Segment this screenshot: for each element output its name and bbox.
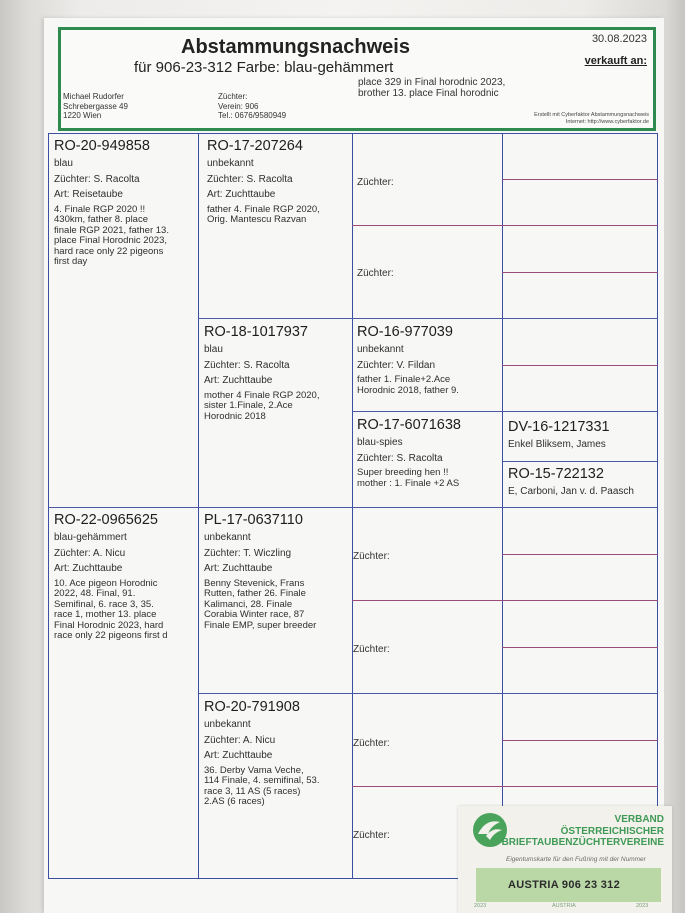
great-grandmother-entry: [357, 417, 461, 489]
grid-line: [502, 365, 658, 366]
type: Art: Zuchttaube: [204, 563, 273, 574]
owner-address: Michael Rudorfer Schrebergasse 49 1220 Wien: [63, 92, 128, 120]
document-date: 30.08.2023: [591, 33, 647, 45]
header-box: [58, 27, 656, 131]
grid-line: [502, 272, 658, 273]
ownership-card: [458, 806, 672, 913]
grid-line: [502, 179, 658, 180]
grid-line: [198, 693, 658, 694]
breeder: Züchter: S. Racolta: [54, 173, 140, 185]
association-name: VERBAND ÖSTERREICHISCHER BRIEFTAUBENZÜCHTERVEREINE: [501, 814, 664, 848]
breeder-placeholder: Züchter:: [357, 268, 394, 279]
breeder-placeholder: Züchter:: [357, 177, 394, 188]
ring-number: DV-16-1217331: [508, 419, 610, 435]
performance-notes: Super breeding hen !! mother : 1. Finale +2 AS: [357, 467, 460, 489]
breeder: Züchter: S. Racolta: [204, 359, 290, 371]
ring-number: RO-15-722132: [508, 466, 604, 482]
performance-notes: 4. Finale RGP 2020 !! 430km, father 8. place finale RGP 2021, father 13. place Final Horodnic 2023, hard race only 22 pigeons first day: [54, 203, 169, 267]
performance-notes: 36. Derby Vama Veche, 114 Finale, 4. semifinal, 53. race 3, 11 AS (5 races) 2.AS (6 races): [204, 764, 320, 807]
color: blau-spies: [357, 437, 403, 448]
breeder-placeholder: Züchter:: [353, 738, 390, 749]
color: unbekannt: [204, 719, 251, 730]
breeder: Züchter: T. Wiczling: [204, 547, 292, 559]
performance-notes: mother 4 Finale RGP 2020, sister 1.Finale, 2.Ace Horodnic 2018: [204, 389, 320, 422]
paternal-grandfather-entry: [207, 138, 320, 226]
header-note: place 329 in Final horodnic 2023, brother 13. place Final horodnic: [358, 77, 506, 99]
great-great-grandfather-entry: [508, 419, 610, 455]
type: Art: Zuchttaube: [204, 375, 273, 386]
ring-number: RO-17-207264: [207, 138, 303, 154]
grid-line: [48, 507, 658, 508]
breeder-placeholder: Züchter:: [353, 644, 390, 655]
breeder: Züchter: S. Racolta: [357, 452, 443, 464]
pedigree-grid: [48, 133, 656, 878]
color: unbekannt: [204, 532, 251, 543]
breeder: Züchter: S. Racolta: [207, 173, 293, 185]
maternal-grandmother-entry: [204, 699, 319, 808]
lineage-note: Enkel Bliksem, James: [508, 439, 606, 450]
grid-line: [502, 740, 658, 741]
performance-notes: 10. Ace pigeon Horodnic 2022, 48. Final, 91. Semifinal, 6. race 3, 35. race 1, mother 13. place Final Horodnic 2023, hard race only 22 pigeons first d: [54, 577, 168, 641]
mother-entry: [54, 512, 168, 642]
ring-band: [476, 868, 661, 902]
type: Art: Zuchttaube: [204, 750, 273, 761]
card-subtitle: Eigentumskarte für den Fußring mit der Nummer: [506, 856, 646, 863]
color: unbekannt: [207, 158, 254, 169]
card-year: 2023: [636, 903, 649, 909]
color: blau: [204, 344, 223, 355]
document-subtitle: für 906-23-312 Farbe: blau-gehämmert: [134, 59, 394, 76]
grid-line: [352, 600, 658, 601]
grid-line: [502, 647, 658, 648]
lineage-note: E, Carboni, Jan v. d. Paasch: [508, 486, 634, 497]
grid-line: [502, 133, 503, 879]
breeder: Züchter: A. Nicu: [204, 734, 276, 746]
ring-number: RO-22-0965625: [54, 512, 158, 528]
great-grandfather-entry: [357, 324, 459, 396]
type: Art: Reisetaube: [54, 189, 123, 200]
ring-number: RO-20-949858: [54, 138, 150, 154]
sold-to-label: verkauft an:: [584, 55, 647, 67]
ring-number: RO-17-6071638: [357, 417, 461, 433]
grid-line: [502, 554, 658, 555]
father-entry: [54, 138, 169, 268]
document-title: Abstammungsnachweis: [181, 36, 410, 58]
ring-number: RO-18-1017937: [204, 324, 308, 340]
breeder-contact: Züchter: Verein: 906 Tel.: 0676/9580949: [218, 92, 287, 120]
breeder-placeholder: Züchter:: [353, 551, 390, 562]
ring-number: RO-16-977039: [357, 324, 453, 340]
grid-line: [502, 461, 658, 462]
performance-notes: father 4. Finale RGP 2020, Orig. Mantescu Razvan: [207, 203, 320, 225]
ring-number-label: AUSTRIA 906 23 312: [508, 879, 620, 891]
performance-notes: Benny Stevenick, Frans Rutten, father 26. Finale Kalimanci, 28. Finale Corabia Winter race, 87 Finale EMP, super breeder: [204, 577, 317, 631]
performance-notes: father 1. Finale+2.Ace Horodnic 2018, father 9.: [357, 374, 459, 396]
color: blau: [54, 158, 73, 169]
breeder: Züchter: A. Nicu: [54, 547, 126, 559]
grid-line: [352, 411, 658, 412]
color: unbekannt: [357, 344, 404, 355]
paternal-grandmother-entry: [204, 324, 319, 422]
card-country: AUSTRIA: [552, 903, 576, 909]
grid-line: [352, 225, 658, 226]
grid-line: [198, 318, 658, 319]
great-great-grandmother-entry: [508, 466, 634, 502]
breeder-placeholder: Züchter:: [353, 830, 390, 841]
type: Art: Zuchttaube: [207, 189, 276, 200]
card-year: 2023: [474, 903, 487, 909]
grid-line: [198, 133, 199, 879]
breeder: Züchter: V. Fildan: [357, 359, 436, 371]
software-credit: Erstellt mit Cyberfaktor Abstammungsnachweis Internet: http://www.cyberfaktor.de: [534, 112, 649, 125]
color: blau-gehämmert: [54, 532, 127, 543]
ring-number: RO-20-791908: [204, 699, 300, 715]
maternal-grandfather-entry: [204, 512, 316, 631]
grid-line: [352, 786, 658, 787]
type: Art: Zuchttaube: [54, 563, 123, 574]
ring-number: PL-17-0637110: [204, 512, 303, 528]
grid-line: [352, 133, 353, 879]
